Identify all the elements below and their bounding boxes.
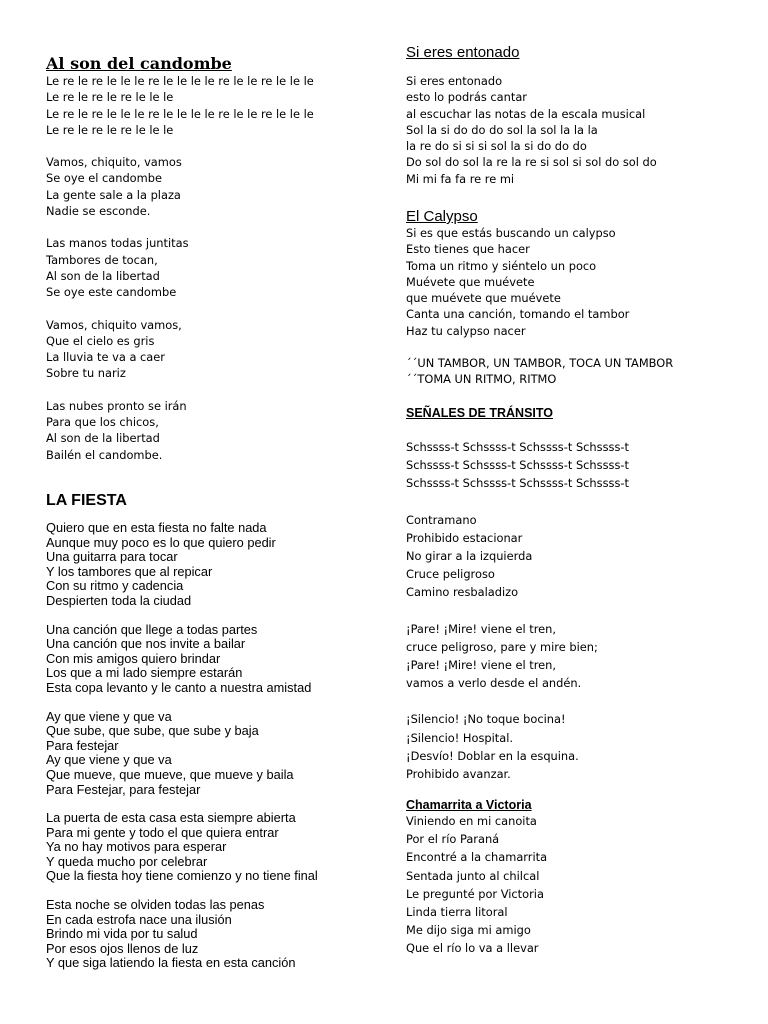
lyric-line: Si eres entonado	[406, 74, 503, 88]
lyric-line: Tambores de tocan,	[46, 252, 158, 267]
lyric-line: Sobre tu nariz	[46, 366, 126, 381]
lyric-line: Y queda mucho por celebrar	[46, 853, 208, 869]
lyric-line: Para que los chicos,	[46, 415, 159, 430]
lyric-line: Contramano	[406, 512, 477, 527]
lyric-line: La lluvia te va a caer	[46, 350, 165, 365]
lyric-line: Ay que viene y que va	[46, 708, 172, 724]
lyric-line: Una guitarra para tocar	[46, 549, 178, 565]
lyric-line: Haz tu calypso nacer	[406, 323, 526, 338]
stanza	[46, 710, 386, 798]
lyric-line: Quiero que en esta fiesta no falte nada	[46, 520, 267, 535]
lyric-line: Cruce peligroso	[406, 567, 495, 582]
lyric-line: Que mueve, que mueve, que mueve y baila	[46, 766, 294, 782]
lyric-line: Prohibido estacionar	[406, 530, 523, 545]
stanza	[406, 73, 756, 187]
lyric-line: Al son de la libertad	[46, 431, 160, 446]
lyric-line: Linda tierra litoral	[406, 905, 508, 920]
lyric-line: Una canción que llege a todas partes	[46, 621, 258, 637]
lyric-line: Canta una canción, tomando el tambor	[406, 307, 630, 322]
lyric-line: Que el cielo es gris	[46, 333, 155, 348]
song-entonado	[406, 44, 756, 187]
stanza	[46, 73, 386, 138]
stanza	[46, 521, 386, 609]
stanza	[46, 154, 386, 219]
lyric-line: al escuchar las notas de la escala musical	[406, 106, 646, 121]
song-lyrics-entonado	[406, 73, 756, 187]
lyric-line: ¡Silencio! Hospital.	[406, 730, 514, 745]
lyric-line: Aunque muy poco es lo que quiero pedir	[46, 534, 276, 550]
lyric-line: Para Festejar, para festejar	[46, 781, 201, 797]
lyric-line: Y que siga latiendo la fiesta en esta canción	[46, 955, 296, 971]
lyric-line: No girar a la izquierda	[406, 549, 533, 564]
stanza	[406, 355, 756, 388]
lyric-line: La puerta de esta casa esta siempre abierta	[46, 810, 296, 826]
lyric-line: Se oye el candombe	[46, 171, 162, 186]
song-lyrics-candombe	[46, 73, 386, 463]
song-title-calypso: El Calypso	[406, 208, 478, 225]
lyric-line: ¡Pare! ¡Mire! viene el tren,	[406, 621, 557, 636]
stanza	[406, 620, 756, 693]
song-calypso	[406, 208, 756, 388]
song-chamarrita	[406, 798, 756, 958]
lyric-line: Viniendo en mi canoita	[406, 814, 537, 828]
lyric-line: Do sol do sol la re la re si sol si sol do sol do	[406, 155, 657, 170]
song-lyrics-fiesta	[46, 521, 386, 971]
lyric-line: Prohibido avanzar.	[406, 767, 511, 782]
stanza	[46, 235, 386, 300]
lyric-line: La gente sale a la plaza	[46, 187, 181, 202]
lyric-line: ´´UN TAMBOR, UN TAMBOR, TOCA UN TAMBOR	[406, 356, 674, 371]
lyric-line: la re do si si si sol la si do do do	[406, 139, 587, 154]
lyric-line: Al son de la libertad	[46, 268, 160, 283]
lyric-line: Toma un ritmo y siéntelo un poco	[406, 258, 597, 273]
lyric-line: Schssss-t Schssss-t Schssss-t Schssss-t	[406, 476, 629, 491]
stanza	[46, 623, 386, 696]
lyric-line: Brindo mi vida por tu salud	[46, 926, 198, 942]
stanza	[406, 710, 756, 783]
lyric-line: Para mi gente y todo el que quiera entrar	[46, 824, 279, 840]
lyric-line: Encontré a la chamarrita	[406, 850, 548, 865]
lyric-line: esto lo podrás cantar	[406, 90, 527, 105]
lyric-line: Esta noche se olviden todas las penas	[46, 897, 265, 913]
lyric-line: Para festejar	[46, 737, 119, 753]
lyric-line: Y los tambores que al repicar	[46, 563, 213, 579]
lyric-line: Le re le re le re le le le	[46, 122, 174, 137]
stanza	[46, 898, 386, 971]
song-lyrics-transito	[406, 438, 756, 783]
lyric-line: Sentada junto al chilcal	[406, 868, 540, 883]
lyric-line: Schssss-t Schssss-t Schssss-t Schssss-t	[406, 440, 629, 454]
lyric-line: Una canción que nos invite a bailar	[46, 636, 246, 652]
lyric-line: Nadie se esconde.	[46, 204, 151, 219]
lyric-line: Que sube, que sube, que sube y baja	[46, 723, 259, 739]
lyric-line: Con mis amigos quiero brindar	[46, 650, 221, 666]
lyric-line: ¡Desvío! Doblar en la esquina.	[406, 748, 579, 763]
lyric-line: Ay que viene y que va	[46, 752, 172, 768]
stanza	[46, 317, 386, 382]
lyric-line: Despierten toda la ciudad	[46, 592, 192, 608]
stanza	[406, 511, 756, 602]
lyric-line: Camino resbaladizo	[406, 585, 519, 600]
song-lyrics-chamarrita	[406, 812, 756, 958]
song-title-entonado: Si eres entonado	[406, 44, 520, 61]
song-title-transito: SEÑALES DE TRÁNSITO	[406, 406, 554, 420]
stanza	[406, 812, 756, 958]
lyric-line: Le re le re le le le re le le le le re le le re le le le	[46, 74, 314, 88]
lyric-line: ¡Silencio! ¡No toque bocina!	[406, 712, 566, 727]
lyric-line: Que el río lo va a llevar	[406, 941, 539, 956]
song-title-candombe: Al son del candombe	[46, 54, 232, 73]
lyric-line: Le re le re le le le re le le le le re le le re le le le	[46, 106, 314, 121]
lyric-line: Ya no hay motivos para esperar	[46, 839, 227, 855]
lyric-line: Las manos todas juntitas	[46, 236, 189, 251]
song-fiesta	[46, 492, 386, 971]
stanza	[46, 811, 386, 884]
lyric-line: Si es que estás buscando un calypso	[406, 226, 616, 240]
lyric-line: En cada estrofa nace una ilusión	[46, 911, 232, 927]
lyric-line: Vamos, chiquito vamos,	[46, 317, 182, 332]
lyric-line: Se oye este candombe	[46, 285, 177, 300]
stanza	[406, 225, 756, 339]
song-lyrics-calypso	[406, 225, 756, 388]
lyric-line: Esta copa levanto y le canto a nuestra amistad	[46, 679, 312, 695]
song-title-fiesta: LA FIESTA	[46, 492, 127, 509]
lyric-line: ´´TOMA UN RITMO, RITMO	[406, 372, 557, 387]
lyric-line: cruce peligroso, pare y mire bien;	[406, 639, 598, 654]
lyric-line: Le re le re le re le le le	[46, 90, 174, 105]
lyric-line: Le pregunté por Victoria	[406, 886, 544, 901]
lyric-line: Que la fiesta hoy tiene comienzo y no tiene final	[46, 868, 318, 884]
stanza	[406, 438, 756, 493]
song-candombe	[46, 54, 386, 463]
lyric-line: Por el río Paraná	[406, 832, 500, 847]
lyric-line: Sol la si do do do sol la sol la la la	[406, 122, 598, 137]
lyric-line: Muévete que muévete	[406, 274, 535, 289]
lyric-line: Los que a mi lado siempre estarán	[46, 665, 243, 681]
lyric-line: Con su ritmo y cadencia	[46, 578, 184, 594]
lyric-line: Mi mi fa fa re re mi	[406, 171, 515, 186]
lyric-line: Schssss-t Schssss-t Schssss-t Schssss-t	[406, 458, 629, 473]
lyric-line: que muévete que muévete	[406, 291, 561, 306]
song-title-chamarrita: Chamarrita a Victoria	[406, 798, 532, 812]
lyric-line: Vamos, chiquito, vamos	[46, 155, 182, 170]
stanza	[46, 398, 386, 463]
lyric-line: Bailén el candombe.	[46, 447, 163, 462]
lyric-line: Las nubes pronto se irán	[46, 398, 187, 413]
lyric-line: vamos a verlo desde el andén.	[406, 676, 582, 691]
lyric-line: Me dijo siga mi amigo	[406, 923, 531, 938]
lyric-line: ¡Pare! ¡Mire! viene el tren,	[406, 658, 557, 673]
lyric-line: Esto tienes que hacer	[406, 242, 530, 257]
song-transito	[406, 406, 756, 783]
lyric-line: Por esos ojos llenos de luz	[46, 940, 199, 956]
